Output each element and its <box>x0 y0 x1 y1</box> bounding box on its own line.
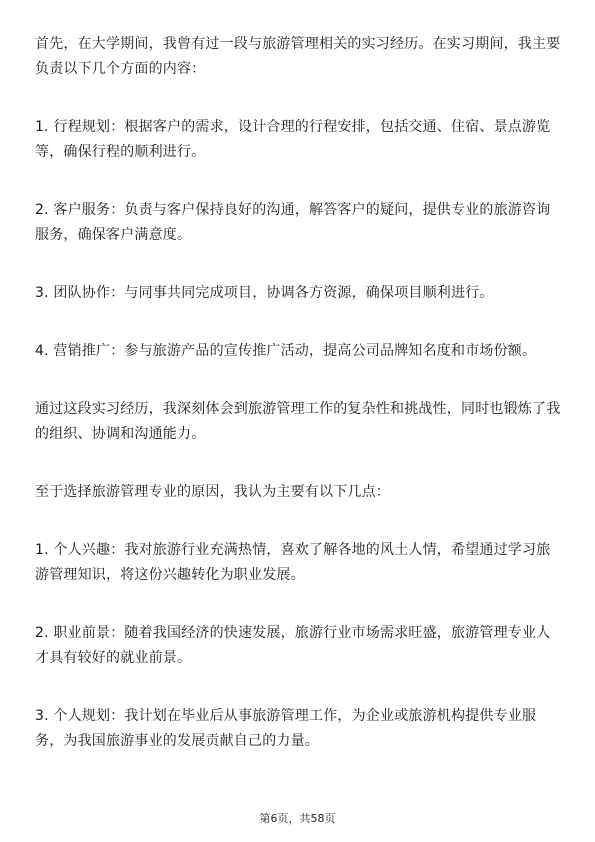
page-number-footer: 第6页，共58页 <box>259 812 336 825</box>
summary-paragraph: 通过这段实习经历，我深刻体会到旅游管理工作的复杂性和挑战性，同时也锻炼了我的组织、协调和沟通能力。 <box>35 401 561 442</box>
list-item-personal-interest: 1. 个人兴趣：我对旅游行业充满热情，喜欢了解各地的风土人情，希望通过学习旅游管理知识，将这份兴趣转化为职业发展。 <box>35 542 551 583</box>
document-body <box>35 32 563 754</box>
list-item-personal-plan: 3. 个人规划：我计划在毕业后从事旅游管理工作，为企业或旅游机构提供专业服务，为我国旅游事业的发展贡献自己的力量。 <box>35 708 537 749</box>
intro-paragraph: 首先，在大学期间，我曾有过一段与旅游管理相关的实习经历。在实习期间，我主要负责以下几个方面的内容： <box>35 36 561 77</box>
list-item-career-prospects: 2. 职业前景：随着我国经济的快速发展，旅游行业市场需求旺盛，旅游管理专业人才具有较好的就业前景。 <box>35 625 551 666</box>
list-item-marketing: 4. 营销推广：参与旅游产品的宣传推广活动，提高公司品牌知名度和市场份额。 <box>35 343 537 359</box>
list-item-itinerary-planning: 1. 行程规划：根据客户的需求，设计合理的行程安排，包括交通、住宿、景点游览等，确保行程的顺利进行。 <box>35 119 551 160</box>
list-item-team-collaboration: 3. 团队协作：与同事共同完成项目，协调各方资源，确保项目顺利进行。 <box>35 285 494 301</box>
list-item-customer-service: 2. 客户服务：负责与客户保持良好的沟通，解答客户的疑问，提供专业的旅游咨询服务，确保客户满意度。 <box>35 202 551 243</box>
reasons-intro-paragraph: 至于选择旅游管理专业的原因，我认为主要有以下几点： <box>35 484 390 500</box>
